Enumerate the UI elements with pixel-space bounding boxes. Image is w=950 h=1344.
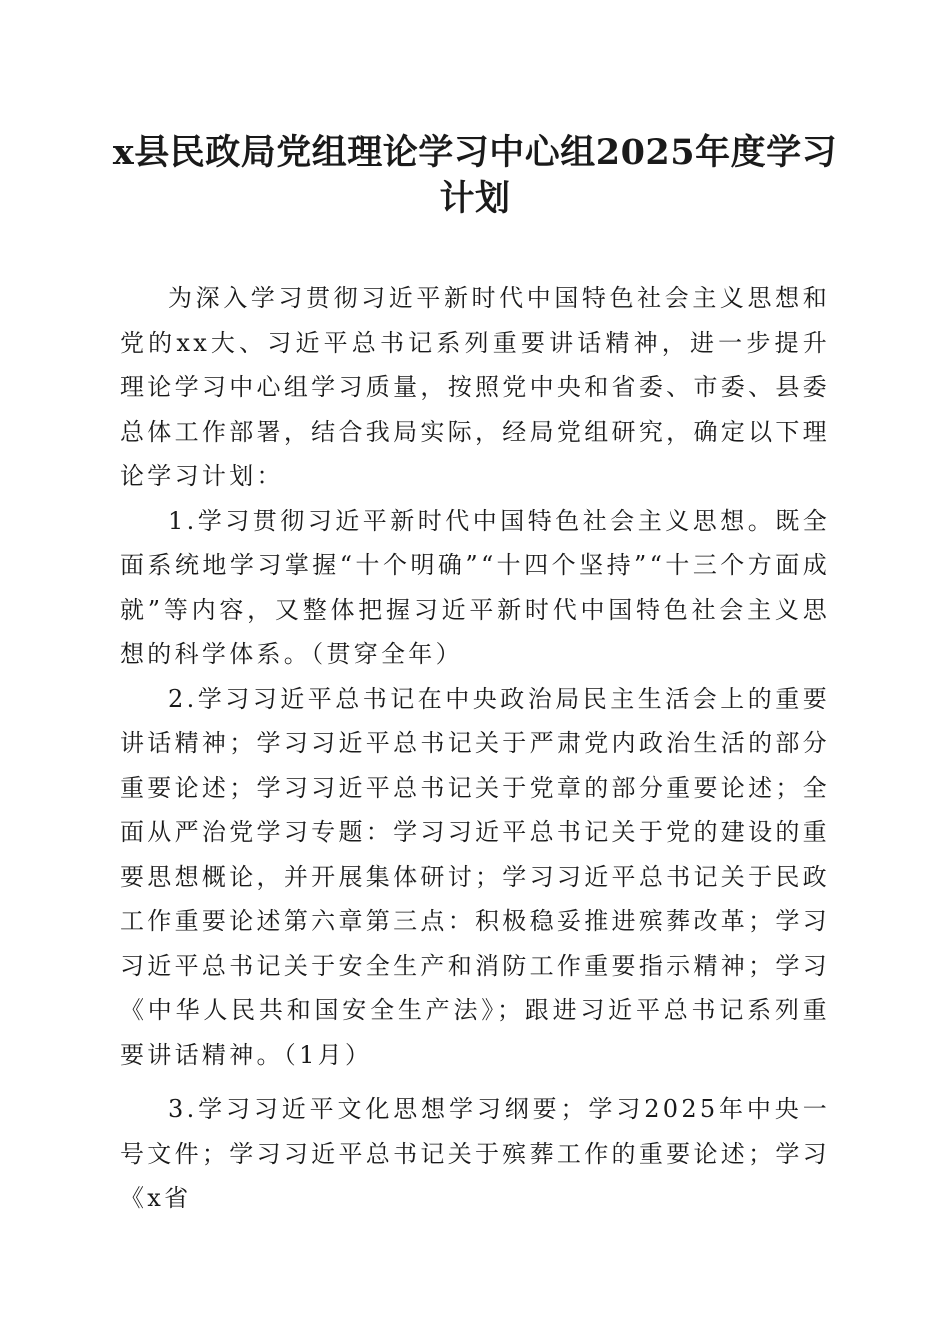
plan-item-2: 2.学习习近平总书记在中央政治局民主生活会上的重要讲话精神；学习习近平总书记关于严肃党内政治生活的部分重要论述；学习习近平总书记关于党章的部分重要论述；全面从严治党学习专题：学习习近平总书记关于党的建设的重要思想概论，并开展集体研讨；学习习近平总书记关于民政工作重要论述第六章第三点：积极稳妥推进殡葬改革；学习习近平总书记关于安全生产和消防工作重要指示精神；学习《中华人民共和国安全生产法》；跟进习近平总书记系列重要讲话精神。（1月） [120, 684, 830, 1069]
document-body [120, 276, 830, 1221]
document-title: x县民政局党组理论学习中心组2025年度学习计划 [112, 132, 838, 219]
plan-item-1: 1.学习贯彻习近平新时代中国特色社会主义思想。既全面系统地学习掌握“十个明确”“十四个坚持”“十三个方面成就”等内容，又整体把握习近平新时代中国特色社会主义思想的科学体系。（贯穿全年） [120, 506, 830, 668]
intro-paragraph: 为深入学习贯彻习近平新时代中国特色社会主义思想和党的xx大、习近平总书记系列重要讲话精神，进一步提升理论学习中心组学习质量，按照党中央和省委、市委、县委总体工作部署，结合我局实际，经局党组研究，确定以下理论学习计划： [120, 284, 830, 490]
plan-item-3: 3.学习习近平文化思想学习纲要；学习2025年中央一号文件；学习习近平总书记关于殡葬工作的重要论述；学习《x省 [120, 1095, 830, 1212]
